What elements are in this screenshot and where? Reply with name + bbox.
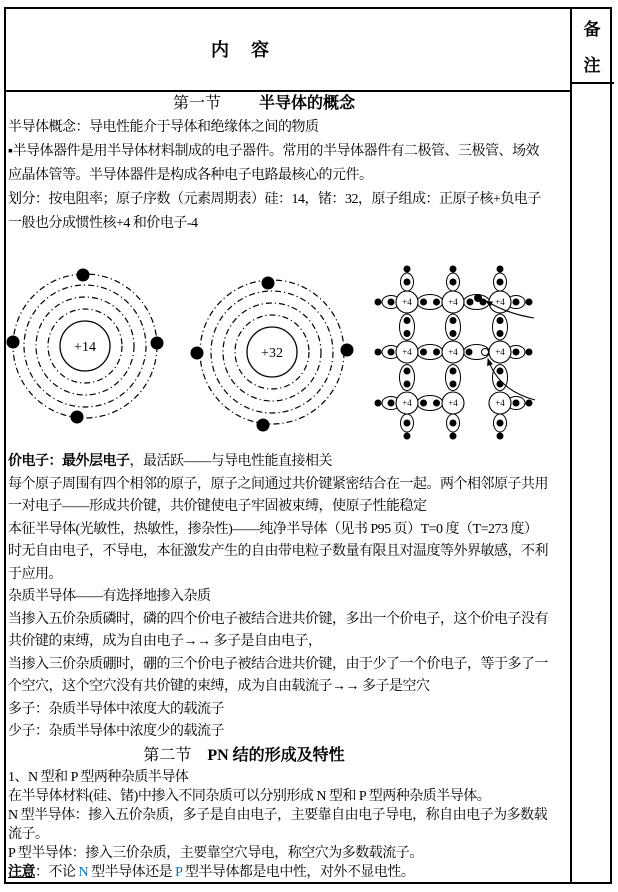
free-electron-dot: [474, 294, 482, 302]
svg-text:+4: +4: [495, 297, 505, 307]
electron-dot: [71, 411, 84, 424]
text-line: 在半导体材料(硅、锗)中掺入不同杂质可以分别形成 N 型和 P 型两种杂质半导体。: [8, 788, 491, 804]
section-2-title: PN 结的形成及特性: [207, 746, 345, 764]
text-line: 划分：按电阻率；原子序数（元素周期表）硅：14，锗：32，原子组成：正原子核+负电子: [8, 192, 541, 207]
text-line: 当掺入三价杂质硼时，硼的三个价电子被结合进共价键，由于少了一个价电子，等于多了一: [8, 656, 548, 672]
text-line: 少子：杂质半导体中浓度少的载流子: [8, 724, 224, 739]
text-line: 一般也分成惯性核+4 和价电子-4: [8, 216, 198, 231]
text-line: 应晶体管等。半导体器件是构成各种电子电路最核心的元件。: [8, 168, 373, 183]
electron-dot: [341, 344, 354, 357]
text-line: 时无自由电子，不导电，本征激发产生的自由带电粒子数量有限且对温度等外界敏感，不利: [8, 544, 548, 559]
semiconductor-figures: [6, 236, 566, 448]
note-text: 型半导体还是: [88, 864, 176, 880]
text-line: 本征半导体(光敏性，热敏性，掺杂性)——纯净半导体（见书 P95 页）T=0 度（T=273 度）: [8, 521, 538, 537]
electron-dot: [77, 269, 90, 282]
valence-electron-rest: ，最活跃——与导电性能直接相关: [129, 454, 332, 469]
note-text: ：不论: [35, 864, 79, 880]
svg-text:+4: +4: [402, 297, 412, 307]
note-text: 型半导体都是电中性，对外不显电性。: [181, 864, 415, 880]
hole-circle: [482, 349, 489, 356]
section-2-heading: [6, 744, 568, 768]
content-column-header: [6, 9, 568, 89]
text-line: 每个原子周围有四个相邻的原子，原子之间通过共价键紧密结合在一起。两个相邻原子共用: [8, 476, 548, 492]
text-line: 于应用。: [8, 566, 62, 582]
svg-text:+4: +4: [448, 347, 458, 357]
svg-text:+4: +4: [402, 347, 412, 357]
p-type-letter: P: [175, 864, 182, 880]
electron-dot: [262, 277, 275, 290]
figure-band: [6, 236, 568, 451]
intro-paragraphs: [6, 116, 568, 236]
n-type-letter: N: [78, 864, 89, 880]
si-nucleus-label: +14: [74, 340, 96, 355]
crystal-lattice-diagram: [375, 266, 536, 440]
valence-electron-term: 价电子：最外层电子: [8, 454, 130, 469]
electron-dot: [151, 337, 164, 350]
note-line: [6, 863, 568, 882]
section-1-heading: [6, 92, 568, 116]
middle-paragraphs: [6, 451, 568, 744]
svg-text:+4: +4: [495, 398, 505, 408]
text-line: 杂质半导体——有选择地掺入杂质: [8, 589, 211, 604]
atom-diagram-ge: [191, 277, 354, 432]
electron-dot: [191, 347, 204, 360]
text-line: 多子：杂质半导体中浓度大的载流子: [8, 701, 224, 717]
lattice-atoms: [396, 291, 511, 414]
text-line: 流子。: [8, 826, 49, 842]
text-line: 个空穴，这个空穴没有共价键的束缚，成为自由载流子→→ 多子是空穴: [8, 679, 430, 694]
section-1-title: 半导体的概念: [259, 95, 356, 112]
table-column-divider: [570, 7, 572, 884]
header-row-divider-right: [570, 82, 614, 84]
svg-text:+4: +4: [448, 297, 458, 307]
text-line: ▪半导体器件是用半导体材料制成的电子器件。常用的半导体器件有二极管、三极管、场效: [8, 144, 539, 159]
remark-column-header: [572, 9, 612, 81]
text-line: [6, 451, 568, 474]
section-1-number: 第一节: [172, 95, 221, 112]
svg-text:+4: +4: [495, 347, 505, 357]
svg-text:+4: +4: [448, 398, 458, 408]
text-line: 当掺入五价杂质磷时，磷的四个价电子被结合进共价键，多出一个价电子，这个价电子没有: [8, 611, 548, 627]
ge-nucleus-label: +32: [261, 346, 283, 361]
atom-diagram-si: [7, 269, 164, 424]
note-term: 注意: [8, 864, 35, 880]
section-2-number: 第二节: [143, 746, 192, 764]
text-line: P 型半导体：掺入三价杂质，主要靠空穴导电，称空穴为多数载流子。: [8, 845, 423, 861]
content-header-label: 内 容: [211, 40, 271, 60]
text-line: 一对电子——形成共价键，共价键使电子牢固被束缚，使原子性能稳定: [8, 499, 427, 514]
svg-text:+4: +4: [402, 398, 412, 408]
electron-dot: [7, 336, 20, 349]
electron-dot: [257, 419, 270, 432]
text-line: 共价键的束缚，成为自由电子→→ 多子是自由电子，: [8, 634, 322, 649]
pn-paragraphs: [6, 768, 568, 882]
text-line: 1、N 型和 P 型两种杂质半导体: [8, 769, 189, 785]
text-line: N 型半导体：掺入五价杂质，多子是自由电子，主要靠自由电子导电，称自由电子为多数载: [8, 807, 548, 823]
remark-char-2: 注: [583, 55, 601, 75]
content-cell: [6, 92, 568, 882]
text-line: 半导体概念：导电性能介于导体和绝缘体之间的物质: [8, 120, 319, 135]
remark-char-1: 备: [583, 19, 601, 39]
